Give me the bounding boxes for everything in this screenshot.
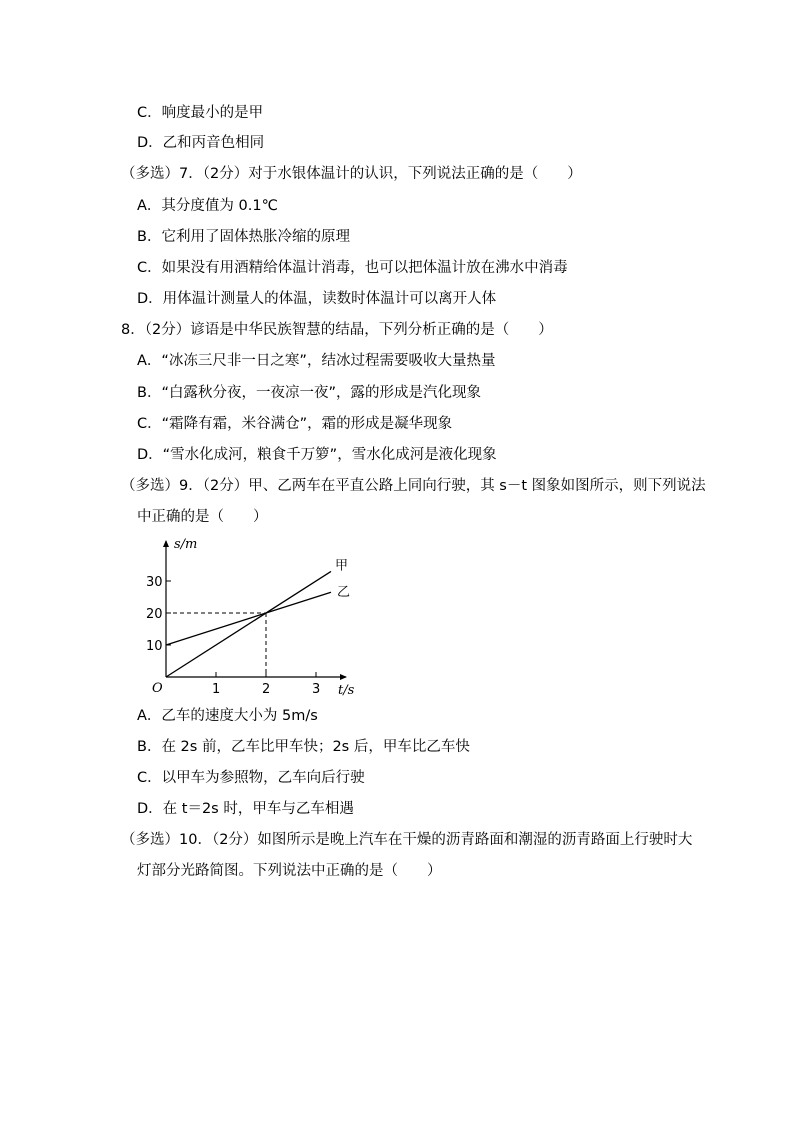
y-tick-label: 30 — [146, 575, 163, 590]
x-axis-label: t/s — [338, 683, 355, 698]
q7-stem: （多选）7．（2分）对于水银体温计的认识，下列说法正确的是（ ） — [121, 166, 582, 182]
q9-stem-line2: 中正确的是（ ） — [137, 509, 268, 525]
y-axis-label: s/m — [174, 537, 198, 552]
q7-option-b: B．它利用了固体热胀冷缩的原理 — [137, 229, 350, 245]
q8-option-c: C．“霜降有霜，米谷满仓”，霜的形成是凝华现象 — [137, 416, 453, 432]
q9-option-d: D．在 t＝2s 时，甲车与乙车相遇 — [137, 801, 354, 817]
q6-option-c: C．响度最小的是甲 — [137, 105, 264, 121]
q9-option-c: C．以甲车为参照物，乙车向后行驶 — [137, 770, 365, 786]
series-line-1 — [166, 571, 331, 677]
q10-stem-line2: 灯部分光路简图。下列说法中正确的是（ ） — [137, 863, 442, 879]
q9-option-a: A．乙车的速度大小为 5m/s — [137, 708, 318, 724]
q8-option-b: B．“白露秋分夜，一夜凉一夜”，露的形成是汽化现象 — [137, 385, 481, 401]
x-tick-label: 3 — [312, 682, 321, 697]
q8-option-d: D．“雪水化成河，粮食千万箩”，雪水化成河是液化现象 — [137, 447, 497, 463]
q7-option-a: A．其分度值为 0.1℃ — [137, 198, 278, 214]
q8-option-a: A．“冰冻三尺非一日之寒”，结冰过程需要吸收大量热量 — [137, 353, 496, 369]
q8-stem: 8．（2分）谚语是中华民族智慧的结晶，下列分析正确的是（ ） — [121, 322, 553, 338]
y-tick-label: 20 — [146, 607, 163, 622]
origin-label: O — [152, 681, 163, 696]
q9-stem-line1: （多选）9．（2分）甲、乙两车在平直公路上同向行驶，其 s－t 图象如图所示，则下列说法 — [121, 478, 706, 494]
y-tick-label: 10 — [146, 639, 163, 654]
x-tick-label: 1 — [212, 682, 221, 697]
st-graph — [128, 535, 368, 700]
q9-option-b: B．在 2s 前，乙车比甲车快；2s 后，甲车比乙车快 — [137, 739, 470, 755]
q10-stem-line1: （多选）10．（2分）如图所示是晚上汽车在干燥的沥青路面和潮湿的沥青路面上行驶时大 — [121, 832, 693, 848]
series-label-2: 乙 — [337, 585, 351, 601]
series-line-2 — [166, 592, 331, 645]
x-tick-label: 2 — [262, 682, 271, 697]
q6-option-d: D．乙和丙音色相同 — [137, 135, 265, 151]
series-label-1: 甲 — [335, 558, 349, 574]
q7-option-d: D．用体温计测量人的体温，读数时体温计可以离开人体 — [137, 291, 497, 307]
q7-option-c: C．如果没有用酒精给体温计消毒，也可以把体温计放在沸水中消毒 — [137, 260, 568, 276]
